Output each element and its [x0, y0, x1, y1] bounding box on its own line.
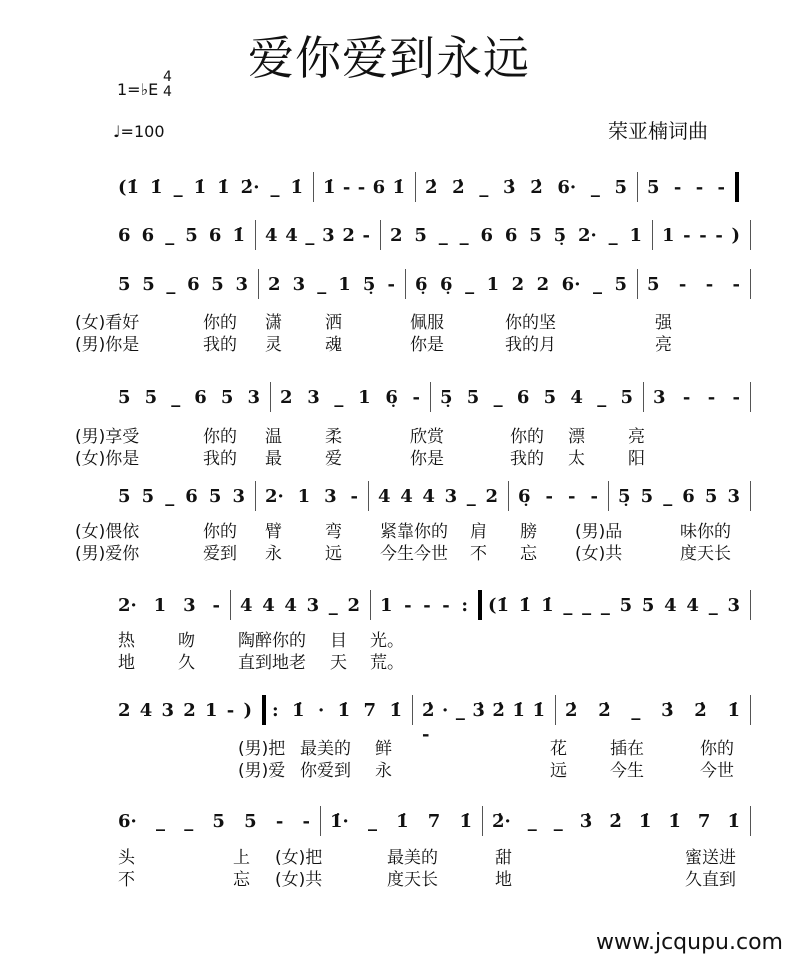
lyric-word: 度天长	[680, 544, 731, 564]
bar-line	[652, 220, 653, 250]
lyric-word: (女)你是	[75, 449, 140, 469]
measure: 1 - - - )	[662, 225, 740, 246]
bar-line	[230, 590, 231, 620]
lyric-word: (男)你是	[75, 335, 140, 355]
lyric-word: (女)共	[575, 544, 623, 564]
lyric-word: 最美的	[300, 739, 351, 759]
lyric-word: 荒。	[370, 653, 404, 673]
lyric-word: 佩服	[410, 313, 444, 333]
staff-line	[0, 176, 806, 206]
watermark: www.jcqupu.com	[596, 930, 783, 955]
lyric-word: 太	[568, 449, 585, 469]
lyric-word: 头	[118, 848, 135, 868]
bar-line	[255, 481, 256, 511]
lyric-word: 远	[550, 761, 567, 781]
measure: 6̣ 6̣ _ 1 2 2 6· _ 5	[415, 274, 627, 295]
measure: 5 - - -	[647, 177, 725, 198]
lyric-word: 陶醉你的	[238, 631, 306, 651]
staff-line	[0, 810, 806, 840]
bar-line	[643, 382, 644, 412]
measure: 2· 1 3 -	[265, 486, 358, 507]
lyric-word: 直到地老	[238, 653, 306, 673]
measure: 5 5 _ 6 5 3	[118, 274, 248, 295]
bar-line	[750, 695, 751, 725]
bar-line	[415, 172, 416, 202]
lyric-word: (男)品	[575, 522, 623, 542]
lyric-word: (女)共	[275, 870, 323, 890]
lyric-word: 花	[550, 739, 567, 759]
lyric-word: 今生	[610, 761, 644, 781]
lyric-word: 天	[330, 653, 347, 673]
lyric-word: 永	[265, 544, 282, 564]
bar-line	[637, 269, 638, 299]
lyric-word: 亮	[655, 335, 672, 355]
measure: 2 4 3 2 1 - )	[118, 700, 252, 721]
bar-line	[270, 382, 271, 412]
bar-line	[380, 220, 381, 250]
measure: (1̇ 1̇ 1̇ _ _ _ 5 5 4 4 _ 3	[488, 595, 740, 616]
tempo-marking: ♩=100	[113, 122, 165, 141]
lyric-word: 阳	[628, 449, 645, 469]
lyric-word: 紧靠你的	[380, 522, 448, 542]
bar-line	[405, 269, 406, 299]
lyric-word: 你的	[510, 427, 544, 447]
measure: : 1̇ · 1̇ 7 1̇	[272, 700, 402, 721]
measure: 5 5 _ 6 5 3	[118, 387, 260, 408]
lyric-word: 忘	[520, 544, 537, 564]
lyric-word: 忘	[233, 870, 250, 890]
lyric-word: 不	[118, 870, 135, 890]
lyric-word: (女)看好	[75, 313, 140, 333]
lyric-word: 弯	[325, 522, 342, 542]
lyric-word: 你的坚	[505, 313, 556, 333]
lyric-word: 热	[118, 631, 135, 651]
lyric-word: 我的	[203, 335, 237, 355]
bar-line	[750, 590, 751, 620]
lyric-word: 我的	[203, 449, 237, 469]
lyric-word: 甜	[495, 848, 512, 868]
measure: 5̣ 5 _ 6 5 3	[618, 486, 740, 507]
lyric-word: 欣赏	[410, 427, 444, 447]
lyric-word: 漂	[568, 427, 585, 447]
lyric-word: (男)爱	[238, 761, 286, 781]
measure: 2̇ · _ 3̇ 2̇ 1̇ 1̇ -	[422, 700, 545, 745]
time-bottom: 4	[163, 84, 172, 100]
bar-line	[637, 172, 638, 202]
bar-line	[750, 220, 751, 250]
lyric-word: 蜜送进	[685, 848, 736, 868]
measure: 6̣ - - -	[518, 486, 598, 507]
lyric-word: 我的月	[505, 335, 556, 355]
lyric-word: 上	[233, 848, 250, 868]
measure: 2· 1 3 -	[118, 595, 220, 616]
bar-line	[370, 590, 371, 620]
measure: 1̇· _ 1̇ 7 1̇	[330, 811, 472, 832]
lyric-word: 魂	[325, 335, 342, 355]
lyric-word: 你的	[700, 739, 734, 759]
measure: 4 4 4 3 _ 2	[240, 595, 360, 616]
staff-line	[0, 386, 806, 416]
measure: 5 5 _ 6 5 3	[118, 486, 245, 507]
measure: 2̇ 2̇ _ 3̇ 2̇ 1̇	[565, 700, 740, 721]
measure: (1̇ 1̇ _ 1̇ 1̇ 2̇· _ 1̇	[118, 177, 303, 198]
measure: 5̣ 5 _ 6 5 4 _ 5	[440, 387, 633, 408]
measure: 2 3 _ 1 5̣ -	[268, 274, 395, 295]
lyric-word: 度天长	[387, 870, 438, 890]
lyric-word: 地	[118, 653, 135, 673]
lyric-word: 目	[330, 631, 347, 651]
lyric-word: 柔	[325, 427, 342, 447]
bar-line	[750, 481, 751, 511]
time-top: 4	[163, 69, 172, 85]
time-signature	[163, 70, 172, 100]
bar-line	[750, 269, 751, 299]
lyric-word: 今生今世	[380, 544, 448, 564]
bar-line	[368, 481, 369, 511]
lyric-word: 久直到	[685, 870, 736, 890]
staff-line	[0, 594, 806, 624]
measure: 6· _ _ 5 5 - -	[118, 811, 310, 832]
lyric-word: 你的	[203, 427, 237, 447]
bar-line	[750, 382, 751, 412]
measure: 6 6 _ 5 6 1̇	[118, 225, 245, 246]
measure: 2 5 _ _ 6 6 5 5̣ 2· _ 1	[390, 225, 642, 246]
lyric-word: (男)享受	[75, 427, 140, 447]
bar-line	[750, 806, 751, 836]
lyric-word: 温	[265, 427, 282, 447]
bar-line	[258, 269, 259, 299]
lyric-word: 你的	[203, 313, 237, 333]
staff-line	[0, 224, 806, 254]
lyric-word: 插在	[610, 739, 644, 759]
lyric-word: 爱到	[203, 544, 237, 564]
song-title: 爱你爱到永远	[248, 31, 530, 85]
lyric-word: (男)爱你	[75, 544, 140, 564]
lyric-word: 不	[470, 544, 487, 564]
bar-line	[262, 695, 266, 725]
bar-line	[555, 695, 556, 725]
staff-line	[0, 273, 806, 303]
lyric-word: (男)把	[238, 739, 286, 759]
lyric-word: 地	[495, 870, 512, 890]
measure: 3 - - -	[653, 387, 740, 408]
lyric-word: 强	[655, 313, 672, 333]
measure: 4 4 4 3 _ 2	[378, 486, 498, 507]
bar-line	[320, 806, 321, 836]
bar-line	[482, 806, 483, 836]
bar-line	[255, 220, 256, 250]
lyric-word: 今世	[700, 761, 734, 781]
measure: 2̇ 2̇ _ 3̇ 2̇ 6· _ 5	[425, 177, 627, 198]
lyric-word: 最美的	[387, 848, 438, 868]
lyric-word: (女)偎依	[75, 522, 140, 542]
lyric-word: (女)把	[275, 848, 323, 868]
bar-line	[313, 172, 314, 202]
lyric-word: 你是	[410, 449, 444, 469]
measure: 4 4 _ 3 2 -	[265, 225, 370, 246]
lyric-word: 潇	[265, 313, 282, 333]
measure: 2̇· _ _ 3̇ 2̇ 1̇ 1̇ 7 1̇	[492, 811, 740, 832]
lyric-word: 最	[265, 449, 282, 469]
bar-line	[412, 695, 413, 725]
lyric-word: 鲜	[375, 739, 392, 759]
staff-line	[0, 485, 806, 515]
lyric-word: 永	[375, 761, 392, 781]
staff-line	[0, 699, 806, 745]
lyric-word: 味你的	[680, 522, 731, 542]
measure: 1̇ - - 6 1̇	[323, 177, 405, 198]
lyric-word: 久	[178, 653, 195, 673]
lyric-word: 光。	[370, 631, 404, 651]
bar-line	[478, 590, 482, 620]
bar-line	[608, 481, 609, 511]
lyric-word: 肩	[470, 522, 487, 542]
measure: 1 - - - :	[380, 595, 468, 616]
lyric-word: 膀	[520, 522, 537, 542]
lyric-word: 你的	[203, 522, 237, 542]
lyric-word: 臂	[265, 522, 282, 542]
lyric-word: 亮	[628, 427, 645, 447]
lyric-word: 你爱到	[300, 761, 351, 781]
lyric-word: 吻	[178, 631, 195, 651]
lyric-word: 灵	[265, 335, 282, 355]
bar-line	[430, 382, 431, 412]
lyric-word: 远	[325, 544, 342, 564]
key-signature: 1=♭E	[117, 80, 159, 99]
measure: 2 3 _ 1 6̣ -	[280, 387, 420, 408]
lyric-word: 你是	[410, 335, 444, 355]
lyric-word: 爱	[325, 449, 342, 469]
bar-line	[508, 481, 509, 511]
composer-credit: 荣亚楠词曲	[608, 119, 708, 143]
measure: 5 - - -	[647, 274, 740, 295]
lyric-word: 我的	[510, 449, 544, 469]
lyric-word: 洒	[325, 313, 342, 333]
bar-line	[735, 172, 739, 202]
